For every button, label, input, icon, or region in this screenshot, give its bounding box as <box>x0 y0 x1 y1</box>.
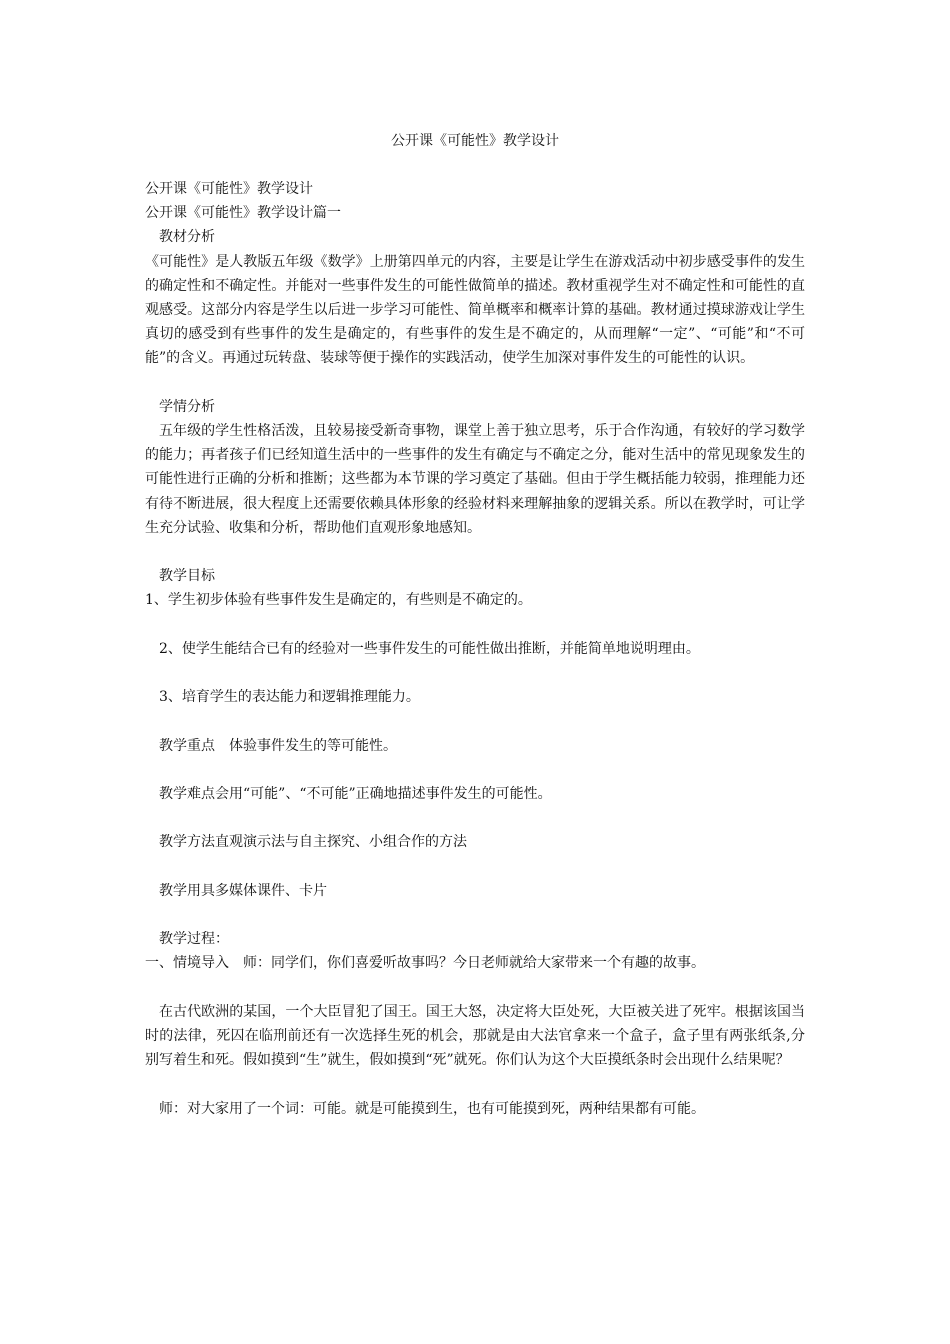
spacer <box>145 855 805 879</box>
spacer <box>145 540 805 564</box>
teaching-focus: 教学重点 体验事件发生的等可能性。 <box>159 737 397 754</box>
document-body <box>145 177 805 1121</box>
spacer <box>145 709 805 733</box>
teaching-tools: 教学用具多媒体课件、卡片 <box>159 882 327 899</box>
heading-teaching-process: 教学过程： <box>159 931 229 948</box>
goal-item-2: 2、使学生能结合已有的经验对一些事件发生的可能性做出推断，并能简单地说明理由。 <box>159 640 700 657</box>
process-intro: 一、情境导入 师：同学们，你们喜爱听故事吗？今日老师就给大家带来一个有趣的故事。 <box>145 955 705 972</box>
paragraph-material-analysis: 《可能性》是人教版五年级《数学》上册第四单元的内容，主要是让学生在游戏活动中初步感受事件的发生的确定性和不确定性。并能对一些事件发生的可能性做简单的描述。教材重视学生对不确定性和可能性的直观感受。这部分内容是学生以后进一步学习可能性、简单概率和概率计算的基础。教材通过摸球游戏让学生真切的感受到有些事件的发生是确定的，有些事件的发生是不确定的，从而理解“一定”、“可能”和“不可能”的含义。再通过玩转盘、装球等便于操作的实践活动，使学生加深对事件发生的可能性的认识。 <box>145 253 805 367</box>
document-title: 公开课《可能性》教学设计 <box>391 133 559 149</box>
spacer <box>145 976 805 1000</box>
spacer <box>145 661 805 685</box>
spacer <box>145 613 805 637</box>
goal-item-3: 3、培育学生的表达能力和逻辑推理能力。 <box>159 689 420 706</box>
teacher-remark: 师：对大家用了一个词：可能。就是可能摸到生，也有可能摸到死，两种结果都有可能。 <box>159 1100 705 1117</box>
spacer <box>145 758 805 782</box>
story-paragraph: 在古代欧洲的某国，一个大臣冒犯了国王。国王大怒，决定将大臣处死，大臣被关进了死牢。根据该国当时的法律，死囚在临刑前还有一次选择生死的机会，那就是由大法官拿来一个盒子，盒子里有两张纸条,分别写着生和死。假如摸到“生”就生，假如摸到“死”就死。你们认为这个大臣摸纸条时会出现什么结果呢？ <box>145 1003 805 1069</box>
heading-teaching-goals: 教学目标 <box>159 568 215 585</box>
spacer <box>145 1072 805 1096</box>
spacer <box>145 371 805 395</box>
doc-line-title-repeat: 公开课《可能性》教学设计 <box>145 181 313 197</box>
heading-material-analysis: 教材分析 <box>159 229 215 246</box>
spacer <box>145 903 805 927</box>
goal-item-1: 1、学生初步体验有些事件发生是确定的，有些则是不确定的。 <box>145 592 532 609</box>
paragraph-student-analysis: 五年级的学生性格活泼，且较易接受新奇事物，课堂上善于独立思考，乐于合作沟通，有较好的学习数学的能力；再者孩子们已经知道生活中的一些事件的发生有确定与不确定之分，能对生活中的常见现象发生的可能性进行正确的分析和推断；这些都为本节课的学习奠定了基础。但由于学生概括能力较弱，推理能力还有待不断进展，很大程度上还需要依赖具体形象的经验材料来理解抽象的逻辑关系。所以在教学时，可让学生充分试验、收集和分析，帮助他们直观形象地感知。 <box>145 423 805 536</box>
teaching-difficulty: 教学难点会用“可能”、“不可能”正确地描述事件发生的可能性。 <box>159 785 552 802</box>
teaching-method: 教学方法直观演示法与自主探究、小组合作的方法 <box>159 834 467 851</box>
heading-student-analysis: 学情分析 <box>159 398 215 415</box>
spacer <box>145 806 805 830</box>
doc-line-subtitle: 公开课《可能性》教学设计篇一 <box>145 205 341 222</box>
